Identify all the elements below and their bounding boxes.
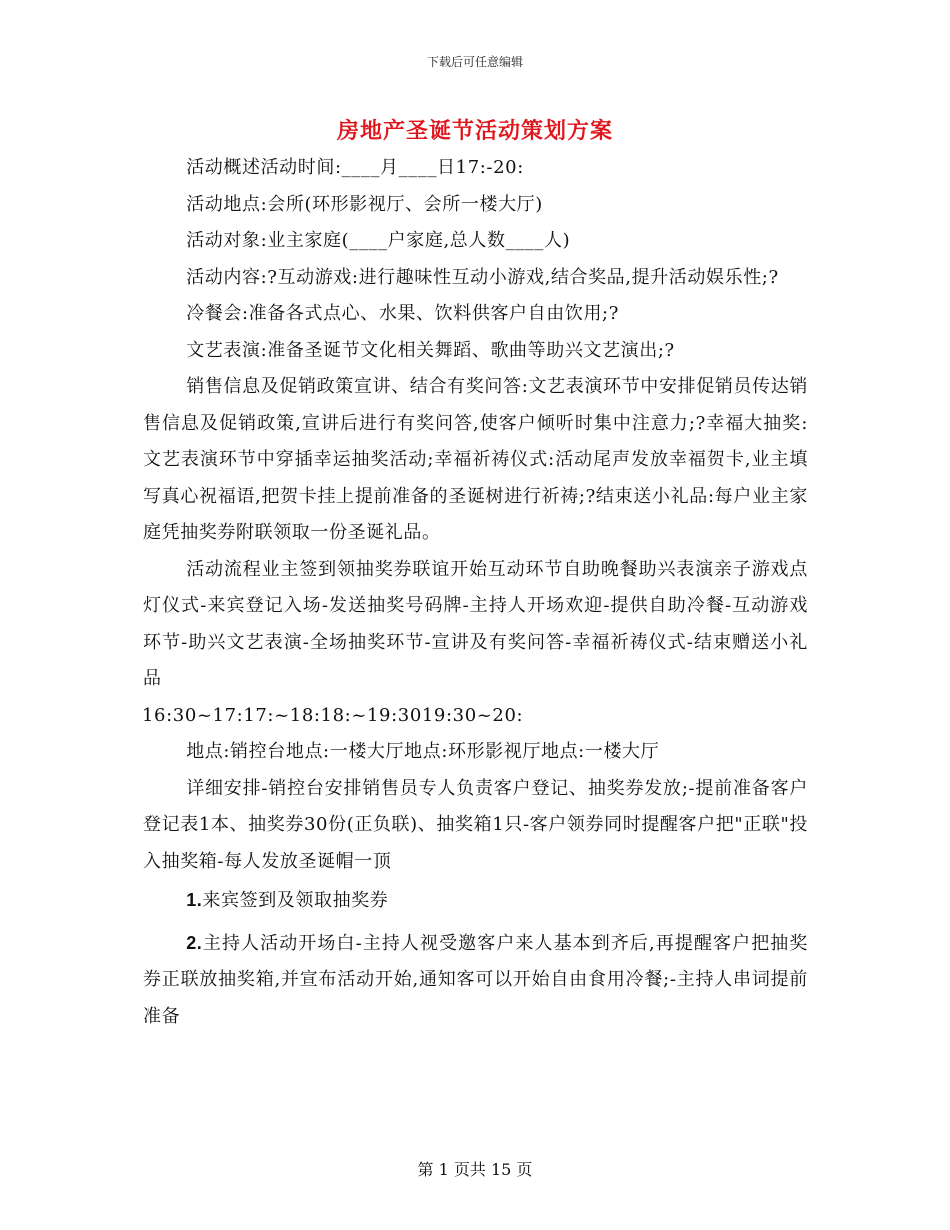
paragraph-activity-audience: 活动对象:业主家庭(____户家庭,总人数____人) [186,230,571,251]
paragraph-activity-flow: 活动流程业主签到领抽奖券联谊开始互动环节自助晚餐助兴表演亲子游戏点灯仪式-来宾登记入场-发送抽奖号码牌-主持人开场欢迎-提供自助冷餐-互动游戏环节-助兴文艺表演-全场抽奖环节-宣讲及有奖问答-幸福祈祷仪式-结束赠送小礼品 [143,558,808,689]
paragraph-detailed-arrangement: 详细安排-销控台安排销售员专人负责客户登记、抽奖券发放;-提前准备客户登记表1本、抽奖券30份(正负联)、抽奖箱1只-客户领券同时提醒客户把"正联"投入抽奖箱-每人发放圣诞帽一顶 [143,777,808,872]
paragraph-performance: 文艺表演:准备圣诞节文化相关舞蹈、歌曲等助兴文艺演出;? [186,339,675,361]
paragraph-activity-location: 活动地点:会所(环形影视厅、会所一楼大厅) [186,193,543,215]
list-item [143,925,808,1036]
list-item-number: 2. [186,932,203,953]
paragraph-schedule-locations: 地点:销控台地点:一楼大厅地点:环形影视厅地点:一楼大厅 [186,741,660,762]
paragraph-buffet: 冷餐会:准备各式点心、水果、饮料供客户自由饮用;? [186,303,619,324]
list-item-text: 主持人活动开场白-主持人视受邀客户来人基本到齐后,再提醒客户把抽奖券正联放抽奖箱,并宣布活动开始,通知客可以开始自由食用冷餐;-主持人串词提前准备 [143,932,808,1027]
list-item [143,882,808,920]
header-note: 下载后可任意编辑 [426,55,523,69]
list-item-number: 1. [186,890,203,910]
page-footer: 第 1 页共 15 页 [417,1160,533,1179]
paragraph-activity-content: 活动内容:?互动游戏:进行趣味性互动小游戏,结合奖品,提升活动娱乐性;? [186,266,779,288]
paragraph-sales-info: 销售信息及促销政策宣讲、结合有奖问答:文艺表演环节中安排促销员传达销售信息及促销政策,宣讲后进行有奖问答,使客户倾听时集中注意力;?幸福大抽奖:文艺表演环节中穿插幸运抽奖活动;幸福祈祷仪式:活动尾声发放幸福贺卡,业主填写真心祝福语,把贺卡挂上提前准备的圣诞树进行祈祷;?结束送小礼品:每户业主家庭凭抽奖券附联领取一份圣诞礼品。 [143,376,808,543]
paragraph-schedule-times: 16:30~17:17:~18:18:~19:3019:30~20: [142,704,524,726]
paragraph-activity-time: 活动概述活动时间:____月____日17:-20: [186,157,524,178]
document-body [143,150,808,1035]
document-title: 房地产圣诞节活动策划方案 [336,118,613,144]
list-item-text: 来宾签到及领取抽奖券 [202,890,389,911]
